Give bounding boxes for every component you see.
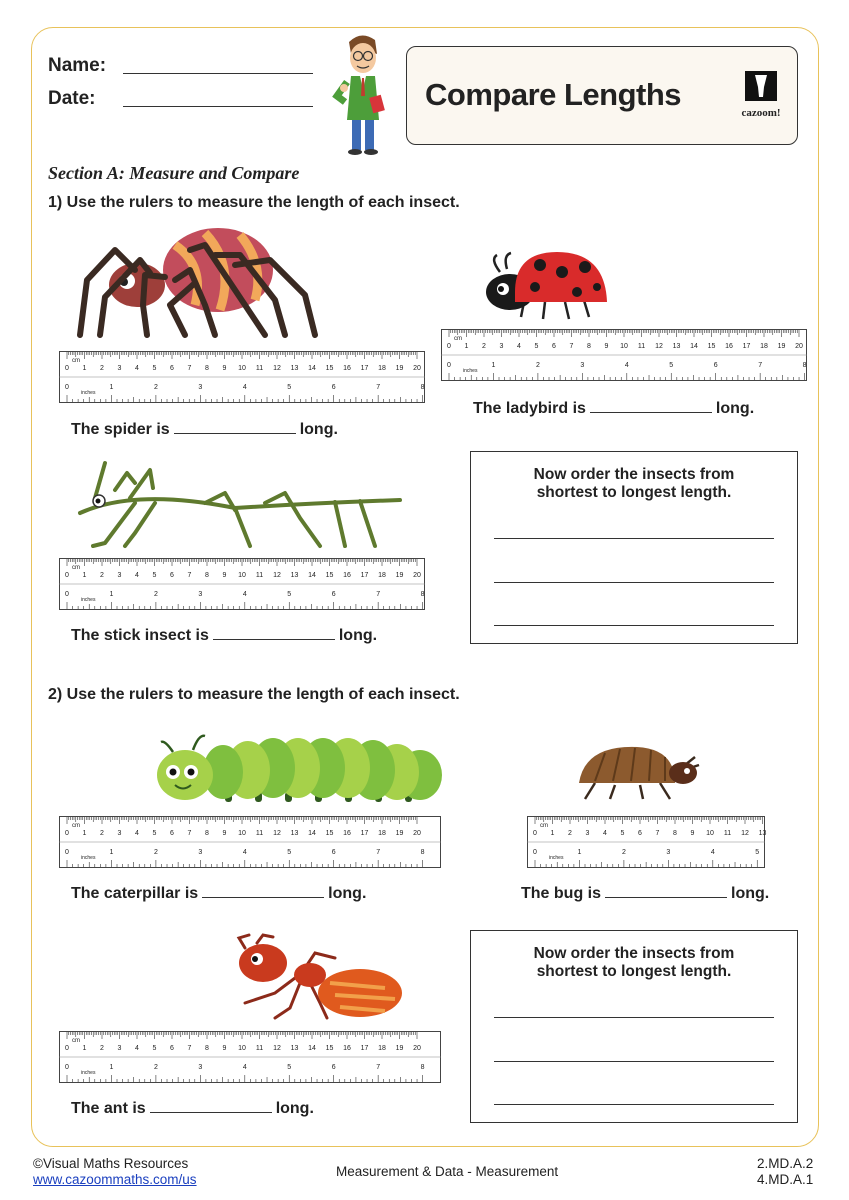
ruler-caterpillar-in-4: 4 (242, 849, 247, 856)
ruler-ladybird-in-8: 8 (802, 362, 807, 369)
bug-answer-suffix: long. (731, 885, 770, 902)
ruler-spider-cm-2: 2 (100, 365, 104, 372)
ruler-spider-cm-11: 11 (255, 365, 264, 372)
caterpillar-answer (71, 883, 366, 903)
ruler-caterpillar-cm-12: 12 (273, 830, 281, 837)
ruler-stick-insect-cm-19: 19 (395, 572, 404, 579)
name-label: Name: (48, 55, 107, 76)
ruler-stick-insect-cm-unit: cm (72, 565, 80, 571)
ruler-caterpillar-cm-13: 13 (290, 830, 299, 837)
ruler-ant-cm-3: 3 (117, 1045, 122, 1052)
ruler-ladybird-cm-11: 11 (637, 343, 646, 350)
ruler-stick-insect-cm-10: 10 (238, 572, 246, 579)
ruler-ant-in-8: 8 (420, 1064, 425, 1071)
ruler-stick-insect-cm-15: 15 (325, 572, 334, 579)
spider-answer-suffix: long. (299, 421, 338, 438)
ruler-stick-insect (59, 558, 425, 610)
stick-insect-answer-field[interactable] (213, 625, 335, 640)
ruler-caterpillar-cm-0: 0 (65, 830, 69, 837)
ruler-bug-in-3: 3 (666, 849, 671, 856)
ruler-ant-cm-unit: cm (72, 1038, 80, 1044)
ruler-spider-cm-4: 4 (135, 365, 139, 372)
ruler-spider-cm-8: 8 (205, 365, 209, 372)
ruler-bug-cm-0: 0 (533, 830, 537, 837)
ladybird-answer-suffix: long. (715, 400, 755, 417)
ruler-caterpillar-in-8: 8 (420, 849, 425, 856)
ruler-caterpillar-cm-20: 20 (413, 830, 421, 837)
ruler-ant-cm-11: 11 (255, 1045, 264, 1052)
ruler-caterpillar-cm-16: 16 (343, 830, 351, 837)
order-box-2 (470, 930, 798, 1123)
order-box-2-line2: shortest to longest length. (536, 963, 732, 980)
ruler-ant-cm-7: 7 (187, 1045, 192, 1052)
ruler-bug-cm-7: 7 (655, 830, 660, 837)
ruler-bug-in-5: 5 (755, 849, 760, 856)
ruler-ant-cm-10: 10 (238, 1045, 246, 1052)
order-box-1-line1: Now order the insects from (533, 466, 735, 483)
ruler-ant-in-6: 6 (331, 1064, 336, 1071)
cazoom-logo-icon (741, 71, 781, 101)
caterpillar-illustration (155, 730, 445, 808)
ruler-ladybird-in-5: 5 (669, 362, 674, 369)
ruler-ant-in-0: 0 (65, 1064, 69, 1071)
ruler-bug-cm-3: 3 (585, 830, 590, 837)
ruler-spider-in-2: 2 (153, 384, 158, 391)
ruler-caterpillar-cm-14: 14 (308, 830, 316, 837)
ruler-ladybird-cm-2: 2 (482, 343, 486, 350)
order-box-2-answer-line-1[interactable] (494, 1017, 774, 1018)
spider-answer (71, 419, 338, 439)
ruler-stick-insect-cm-1: 1 (82, 572, 87, 579)
ruler-ladybird-in-2: 2 (535, 362, 540, 369)
ruler-ladybird (441, 329, 807, 381)
ruler-ant-cm-19: 19 (395, 1045, 404, 1052)
ruler-caterpillar-in-1: 1 (109, 849, 114, 856)
ruler-ant-in-1: 1 (109, 1064, 114, 1071)
ruler-spider-cm-17: 17 (360, 365, 369, 372)
ladybird-answer-prefix: The ladybird is (473, 400, 586, 417)
ruler-ladybird-in-0: 0 (447, 362, 451, 369)
ruler-stick-insect-cm-14: 14 (308, 572, 316, 579)
order-box-1-line2: shortest to longest length. (536, 484, 732, 501)
ruler-bug-cm-11: 11 (723, 830, 732, 837)
ruler-ladybird-cm-14: 14 (690, 343, 698, 350)
teacher-illustration (333, 30, 393, 158)
ruler-caterpillar-cm-3: 3 (117, 830, 122, 837)
ruler-ant-in-3: 3 (198, 1064, 203, 1071)
ladybird-illustration (485, 247, 610, 321)
ruler-ant-cm-8: 8 (205, 1045, 209, 1052)
ruler-spider-cm-7: 7 (187, 365, 192, 372)
ruler-bug-cm-10: 10 (706, 830, 714, 837)
order-box-2-line1: Now order the insects from (533, 945, 735, 962)
ruler-stick-insect-in-4: 4 (242, 591, 247, 598)
website-link[interactable]: www.cazoommaths.com/us (33, 1172, 197, 1187)
ruler-spider-cm-0: 0 (65, 365, 69, 372)
ruler-ladybird-cm-0: 0 (447, 343, 451, 350)
section-title: Section A: Measure and Compare (48, 163, 300, 183)
name-field[interactable] (123, 73, 313, 74)
ruler-ant-cm-16: 16 (343, 1045, 351, 1052)
ruler-ant-cm-14: 14 (308, 1045, 316, 1052)
ruler-bug-cm-6: 6 (638, 830, 642, 837)
ruler-bug-in-0: 0 (533, 849, 537, 856)
ruler-caterpillar-cm-11: 11 (255, 830, 264, 837)
ruler-spider-in-5: 5 (287, 384, 292, 391)
ruler-ant-in-5: 5 (287, 1064, 292, 1071)
ruler-ant-cm-20: 20 (413, 1045, 421, 1052)
order-box-1 (470, 451, 798, 644)
copyright: ©Visual Maths Resources (33, 1156, 189, 1171)
ant-answer-field[interactable] (150, 1098, 272, 1113)
ruler-ladybird-cm-6: 6 (552, 343, 556, 350)
ruler-ladybird-in-3: 3 (580, 362, 585, 369)
spider-answer-field[interactable] (174, 419, 296, 434)
order-box-1-answer-line-1[interactable] (494, 538, 774, 539)
bug-answer-prefix: The bug is (521, 885, 601, 902)
ruler-ladybird-in-6: 6 (713, 362, 718, 369)
ruler-stick-insect-cm-5: 5 (152, 572, 157, 579)
ruler-bug-cm-5: 5 (620, 830, 625, 837)
ruler-spider-cm-unit: cm (72, 358, 80, 364)
stick-insect-answer (71, 625, 377, 645)
stick-insect-answer-suffix: long. (338, 627, 378, 644)
ruler-ladybird-in-4: 4 (624, 362, 629, 369)
ruler-spider-in-3: 3 (198, 384, 203, 391)
ruler-ladybird-in-7: 7 (758, 362, 763, 369)
ruler-ant-cm-18: 18 (378, 1045, 386, 1052)
ruler-spider-in-1: 1 (109, 384, 114, 391)
ruler-spider-cm-3: 3 (117, 365, 122, 372)
date-label: Date: (48, 88, 96, 109)
ruler-stick-insect-cm-13: 13 (290, 572, 299, 579)
ruler-caterpillar-cm-6: 6 (170, 830, 174, 837)
ruler-stick-insect-cm-7: 7 (187, 572, 192, 579)
ruler-ant-cm-2: 2 (100, 1045, 104, 1052)
ruler-stick-insect-in-7: 7 (376, 591, 381, 598)
order-box-1-answer-line-3[interactable] (494, 625, 774, 626)
ruler-bug (527, 816, 765, 868)
ruler-stick-insect-in-3: 3 (198, 591, 203, 598)
title-box (406, 46, 798, 145)
bug-answer (521, 883, 769, 903)
ruler-ladybird-cm-9: 9 (604, 343, 609, 350)
ruler-ladybird-cm-10: 10 (620, 343, 628, 350)
ruler-stick-insect-cm-18: 18 (378, 572, 386, 579)
ruler-stick-insect-in-6: 6 (331, 591, 336, 598)
ruler-caterpillar-in-6: 6 (331, 849, 336, 856)
ruler-ladybird-cm-18: 18 (760, 343, 768, 350)
ruler-spider-in-unit: inches (81, 390, 96, 396)
ruler-bug-cm-9: 9 (690, 830, 695, 837)
ruler-caterpillar-cm-7: 7 (187, 830, 192, 837)
ruler-ladybird-cm-16: 16 (725, 343, 733, 350)
logo-text: cazoom! (741, 107, 781, 119)
ruler-stick-insect-cm-20: 20 (413, 572, 421, 579)
ruler-stick-insect-cm-8: 8 (205, 572, 209, 579)
ruler-ant-in-unit: inches (81, 1070, 96, 1076)
ruler-caterpillar-cm-4: 4 (135, 830, 139, 837)
ruler-spider-in-7: 7 (376, 384, 381, 391)
question-1: 1) Use the rulers to measure the length of each insect. (48, 194, 460, 211)
caterpillar-answer-prefix: The caterpillar is (71, 885, 199, 902)
ruler-ant-cm-4: 4 (135, 1045, 139, 1052)
ruler-stick-insect-cm-12: 12 (273, 572, 281, 579)
ruler-spider-cm-13: 13 (290, 365, 299, 372)
ladybird-answer-field[interactable] (590, 398, 712, 413)
order-box-2-answer-line-2[interactable] (494, 1061, 774, 1062)
ruler-spider-cm-14: 14 (308, 365, 316, 372)
order-box-1-answer-line-2[interactable] (494, 582, 774, 583)
ruler-spider-cm-1: 1 (82, 365, 87, 372)
cazoom-logo (741, 71, 781, 119)
ruler-caterpillar-cm-1: 1 (82, 830, 87, 837)
ruler-ladybird-in-unit: inches (463, 368, 478, 374)
standard-1: 2.MD.A.2 (757, 1156, 814, 1171)
ruler-ant-in-7: 7 (376, 1064, 381, 1071)
ruler-spider-in-8: 8 (420, 384, 425, 391)
ruler-spider-cm-16: 16 (343, 365, 351, 372)
ruler-ant-cm-17: 17 (360, 1045, 369, 1052)
ladybird-answer (473, 398, 754, 418)
ruler-stick-insect-cm-0: 0 (65, 572, 69, 579)
ruler-bug-cm-13: 13 (758, 830, 767, 837)
ruler-caterpillar-cm-unit: cm (72, 823, 80, 829)
ruler-ant-cm-12: 12 (273, 1045, 281, 1052)
ruler-bug-cm-2: 2 (568, 830, 572, 837)
date-field[interactable] (123, 106, 313, 107)
ruler-ant-cm-5: 5 (152, 1045, 157, 1052)
ruler-caterpillar-in-0: 0 (65, 849, 69, 856)
ruler-caterpillar-cm-17: 17 (360, 830, 369, 837)
ruler-ladybird-cm-17: 17 (742, 343, 751, 350)
caterpillar-answer-suffix: long. (328, 885, 367, 902)
ruler-stick-insect-in-8: 8 (420, 591, 425, 598)
ruler-caterpillar-cm-9: 9 (222, 830, 227, 837)
ruler-stick-insect-cm-11: 11 (255, 572, 264, 579)
ruler-ant-in-2: 2 (153, 1064, 158, 1071)
ruler-spider (59, 351, 425, 403)
ruler-spider-in-6: 6 (331, 384, 336, 391)
ruler-caterpillar-in-5: 5 (287, 849, 292, 856)
ruler-caterpillar-cm-18: 18 (378, 830, 386, 837)
ruler-spider-in-0: 0 (65, 384, 69, 391)
ruler-bug-cm-12: 12 (741, 830, 749, 837)
ruler-stick-insect-in-0: 0 (65, 591, 69, 598)
ruler-ant (59, 1031, 441, 1083)
ruler-stick-insect-in-unit: inches (81, 597, 96, 603)
stick-insect-illustration (75, 458, 405, 550)
ant-answer-suffix: long. (275, 1100, 314, 1117)
ruler-caterpillar-in-unit: inches (81, 855, 96, 861)
ruler-caterpillar-in-3: 3 (198, 849, 203, 856)
ruler-spider-cm-12: 12 (273, 365, 281, 372)
ruler-stick-insect-cm-2: 2 (100, 572, 104, 579)
ruler-ladybird-cm-12: 12 (655, 343, 663, 350)
ruler-bug-in-1: 1 (577, 849, 582, 856)
ruler-ladybird-cm-8: 8 (587, 343, 591, 350)
ruler-ladybird-cm-unit: cm (454, 336, 462, 342)
ruler-spider-cm-19: 19 (395, 365, 404, 372)
ant-illustration (235, 933, 405, 1023)
ruler-stick-insect-cm-9: 9 (222, 572, 227, 579)
ruler-ant-cm-9: 9 (222, 1045, 227, 1052)
ruler-bug-cm-8: 8 (673, 830, 677, 837)
ruler-ladybird-cm-19: 19 (777, 343, 786, 350)
ruler-ladybird-cm-13: 13 (672, 343, 681, 350)
footer-link-wrap (33, 1172, 197, 1187)
ruler-ladybird-cm-4: 4 (517, 343, 521, 350)
ruler-spider-cm-20: 20 (413, 365, 421, 372)
ruler-caterpillar-cm-15: 15 (325, 830, 334, 837)
ruler-spider-cm-18: 18 (378, 365, 386, 372)
ruler-stick-insect-in-2: 2 (153, 591, 158, 598)
ruler-ladybird-cm-20: 20 (795, 343, 803, 350)
ruler-caterpillar-cm-8: 8 (205, 830, 209, 837)
ruler-caterpillar-cm-10: 10 (238, 830, 246, 837)
order-box-2-answer-line-3[interactable] (494, 1104, 774, 1105)
ruler-ladybird-cm-3: 3 (499, 343, 504, 350)
ruler-stick-insect-cm-16: 16 (343, 572, 351, 579)
ruler-ant-cm-13: 13 (290, 1045, 299, 1052)
bug-illustration (575, 743, 703, 801)
ruler-stick-insect-cm-3: 3 (117, 572, 122, 579)
page-title: Compare Lengths (425, 77, 682, 112)
spider-illustration (75, 225, 325, 343)
ruler-bug-cm-unit: cm (540, 823, 548, 829)
ruler-caterpillar (59, 816, 441, 868)
bug-answer-field[interactable] (605, 883, 727, 898)
ruler-stick-insect-in-5: 5 (287, 591, 292, 598)
ant-answer (71, 1098, 314, 1118)
ruler-spider-cm-9: 9 (222, 365, 227, 372)
ruler-caterpillar-in-2: 2 (153, 849, 158, 856)
ruler-stick-insect-cm-6: 6 (170, 572, 174, 579)
ruler-ladybird-cm-1: 1 (464, 343, 469, 350)
ruler-spider-cm-5: 5 (152, 365, 157, 372)
ruler-caterpillar-cm-2: 2 (100, 830, 104, 837)
ruler-caterpillar-in-7: 7 (376, 849, 381, 856)
ruler-stick-insect-cm-17: 17 (360, 572, 369, 579)
ruler-ladybird-cm-5: 5 (534, 343, 539, 350)
ruler-spider-in-4: 4 (242, 384, 247, 391)
ruler-bug-in-unit: inches (549, 855, 564, 861)
ruler-ant-cm-6: 6 (170, 1045, 174, 1052)
standard-2: 4.MD.A.1 (757, 1172, 814, 1187)
question-2: 2) Use the rulers to measure the length of each insect. (48, 686, 460, 703)
ruler-ladybird-in-1: 1 (491, 362, 496, 369)
ruler-bug-cm-1: 1 (550, 830, 555, 837)
ruler-ladybird-cm-7: 7 (569, 343, 574, 350)
caterpillar-answer-field[interactable] (202, 883, 324, 898)
ruler-bug-in-4: 4 (710, 849, 715, 856)
footer-topic: Measurement & Data - Measurement (336, 1164, 559, 1179)
ruler-spider-cm-6: 6 (170, 365, 174, 372)
ant-answer-prefix: The ant is (71, 1100, 146, 1117)
ruler-spider-cm-15: 15 (325, 365, 334, 372)
ruler-bug-in-2: 2 (621, 849, 626, 856)
ruler-ant-cm-1: 1 (82, 1045, 87, 1052)
ruler-ant-in-4: 4 (242, 1064, 247, 1071)
ruler-stick-insect-in-1: 1 (109, 591, 114, 598)
ruler-stick-insect-cm-4: 4 (135, 572, 139, 579)
ruler-ladybird-cm-15: 15 (707, 343, 716, 350)
ruler-spider-cm-10: 10 (238, 365, 246, 372)
ruler-ant-cm-0: 0 (65, 1045, 69, 1052)
spider-answer-prefix: The spider is (71, 421, 170, 438)
stick-insect-answer-prefix: The stick insect is (71, 627, 209, 644)
ruler-ant-cm-15: 15 (325, 1045, 334, 1052)
ruler-bug-cm-4: 4 (603, 830, 607, 837)
ruler-caterpillar-cm-5: 5 (152, 830, 157, 837)
ruler-caterpillar-cm-19: 19 (395, 830, 404, 837)
